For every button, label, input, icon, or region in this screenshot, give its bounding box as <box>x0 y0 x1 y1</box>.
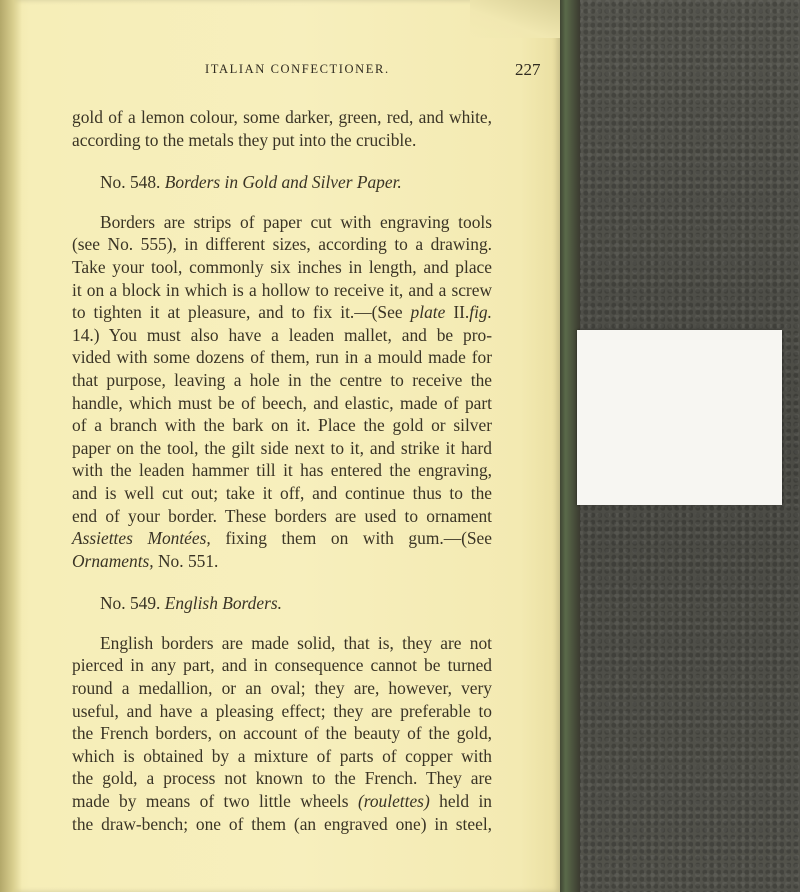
text-line: the gold, a process not known to the French. They are <box>72 768 492 789</box>
text-line: Take your tool, commonly six inches in length, and place <box>72 256 492 277</box>
text-line: the French borders, on account of the beauty of the gold, <box>72 723 492 744</box>
text-line: pierced in any part, and in consequence cannot be turned <box>72 655 492 676</box>
italic-term: Assiettes Montées, <box>72 528 211 549</box>
section-number: No. 548. <box>100 172 161 193</box>
text-line: the draw-bench; one of them (an engraved one) in steel, <box>72 813 492 834</box>
section-heading-548 <box>72 171 492 194</box>
section-title: Borders in Gold and Silver Paper. <box>164 172 402 193</box>
text-line: end of your border. These borders are used to ornament <box>72 505 492 526</box>
text-line: of a branch with the bark on it. Place the gold or silver <box>72 415 492 436</box>
text-line: vided with some dozens of them, run in a mould made for <box>72 347 492 368</box>
text-line: 14.) You must also have a leaden mallet, and be pro- <box>72 324 492 345</box>
text-line: and is well cut out; take it off, and continue thus to the <box>72 482 492 503</box>
text-line: Assiettes Montées, fixing them on with gum.—(See <box>72 528 492 549</box>
page-number: 227 <box>515 60 541 79</box>
page-text <box>72 106 492 835</box>
text-line: paper on the tool, the gilt side next to it, and strike it hard <box>72 437 492 458</box>
text-line: Borders are strips of paper cut with engraving tools <box>100 211 492 232</box>
figure-reference: fig. <box>469 302 492 323</box>
italic-term: (roulettes) <box>357 791 430 812</box>
section-title: English Borders. <box>164 593 282 614</box>
section-number: No. 549. <box>100 593 161 614</box>
text-line: according to the metals they put into the crucible. <box>72 129 417 150</box>
page-gutter <box>0 0 22 892</box>
text-line: round a medallion, or an oval; they are, however, very <box>72 678 492 699</box>
text-line: made by means of two little wheels (roulettes) held in <box>72 791 492 812</box>
section-heading-549 <box>72 592 492 615</box>
plate-reference: plate <box>410 302 446 323</box>
text-line: with the leaden hammer till it has entered the engraving, <box>72 460 492 481</box>
running-head: ITALIAN CONFECTIONER. <box>205 62 390 76</box>
text-line: (see No. 555), in different sizes, according to a drawing. <box>72 234 492 255</box>
text-line: it on a block in which is a hollow to receive it, and a screw <box>72 279 492 300</box>
text-line: English borders are made solid, that is, they are not <box>100 632 492 653</box>
text-line: useful, and have a pleasing effect; they are preferable to <box>72 700 492 721</box>
italic-term: Ornaments, <box>72 550 154 571</box>
text-line: which is obtained by a mixture of parts of copper with <box>72 745 492 766</box>
page-corner-fold <box>470 0 560 38</box>
text-line: Ornaments, No. 551. <box>72 550 219 571</box>
paper-slip <box>577 330 782 505</box>
text-line: gold of a lemon colour, some darker, green, red, and white, <box>72 107 492 127</box>
text-line: to tighten it at pleasure, and to fix it.—(See plate II.fig. <box>72 302 492 323</box>
text-line: handle, which must be of beech, and elastic, made of part <box>72 392 492 413</box>
text-line: that purpose, leaving a hole in the centre to receive the <box>72 369 492 390</box>
